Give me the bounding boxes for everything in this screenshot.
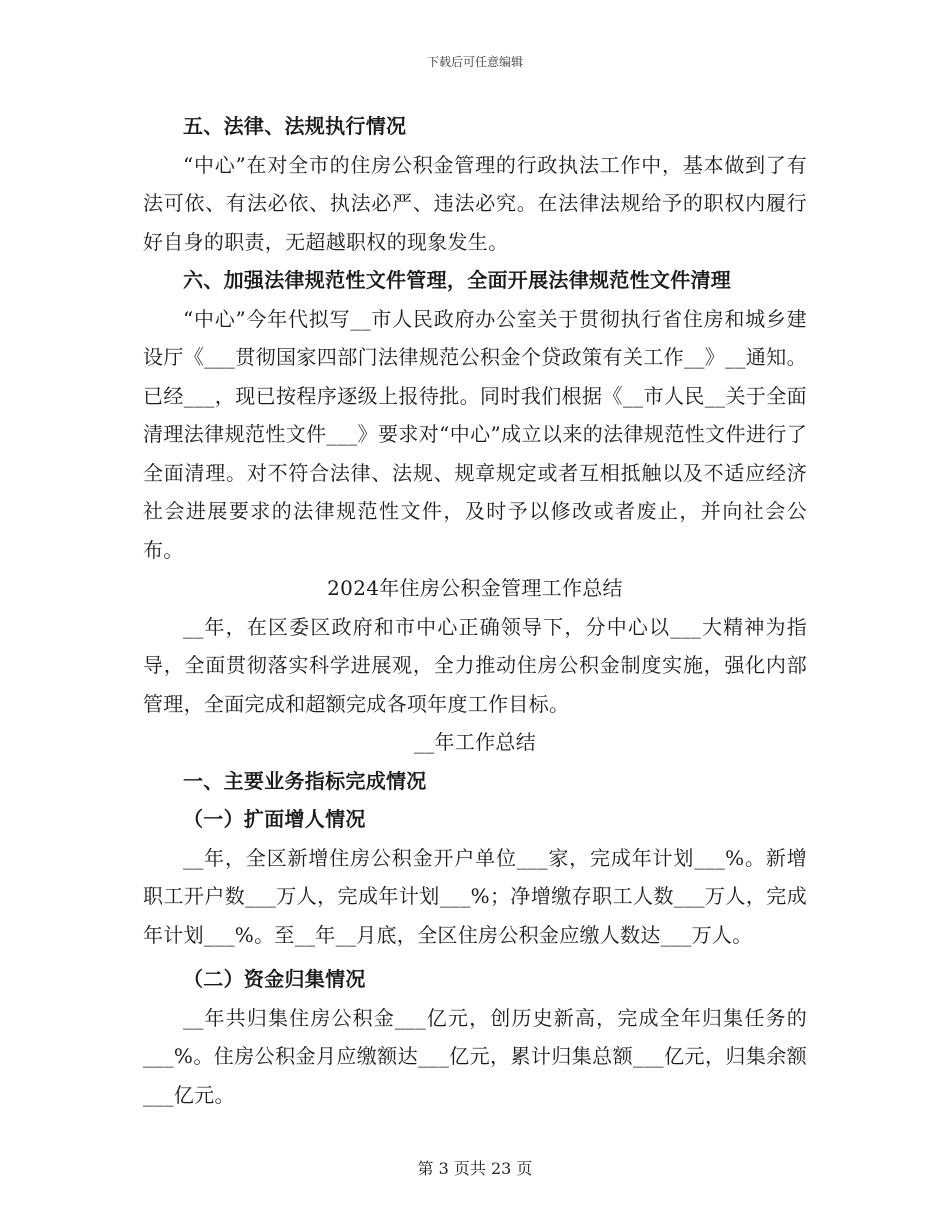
subsection-heading: （一）扩面增人情况 [183, 807, 366, 831]
paragraph: “中心”在对全市的住房公积金管理的行政执法工作中，基本做到了有法可依、有法必依、执法必严、违法必究。在法律法规给予的职权内履行好自身的职责，无超越职权的现象发生。 [143, 152, 807, 254]
document-title: 2024年住房公积金管理工作总结 [327, 576, 623, 600]
section-heading: 六、加强法律规范性文件管理，全面开展法律规范性文件清理 [183, 268, 732, 292]
paragraph: __年共归集住房公积金___亿元，创历史新高，完成全年归集任务的___%。住房公积金月应缴额达___亿元，累计归集总额___亿元，归集余额___亿元。 [143, 1005, 807, 1107]
page-header: 下载后可任意编辑 [426, 55, 523, 69]
paragraph: “中心”今年代拟写__市人民政府办公室关于贯彻执行省住房和城乡建设厅《___贯彻国家四部门法律规范公积金个贷政策有关工作__》__通知。已经___，现已按程序逐级上报待批。同时我们根据《__市人民__关于全面清理法律规范性文件___》要求对“中心”成立以来的法律规范性文件进行了全面清理。对不符合法律、法规、规章规定或者互相抵触以及不适应经济社会进展要求的法律规范性文件，及时予以修改或者废止，并向社会公布。 [143, 306, 807, 562]
year-summary-title: __年工作总结 [413, 730, 537, 754]
section-heading: 一、主要业务指标完成情况 [183, 768, 427, 793]
paragraph: __年，在区委区政府和市中心正确领导下，分中心以___大精神为指导，全面贯彻落实科学进展观，全力推动住房公积金制度实施，强化内部管理，全面完成和超额完成各项年度工作目标。 [143, 614, 807, 716]
subsection-heading: （二）资金归集情况 [183, 967, 366, 991]
document-body [143, 107, 807, 1114]
section-heading: 五、法律、法规执行情况 [183, 114, 407, 138]
paragraph: __年，全区新增住房公积金开户单位___家，完成年计划___%。新增职工开户数___万人，完成年计划___%；净增缴存职工人数___万人，完成年计划___%。至__年__月底，全区住房公积金应缴人数达___万人。 [143, 845, 807, 947]
page-footer: 第 3 页共 23 页 [417, 1159, 533, 1178]
